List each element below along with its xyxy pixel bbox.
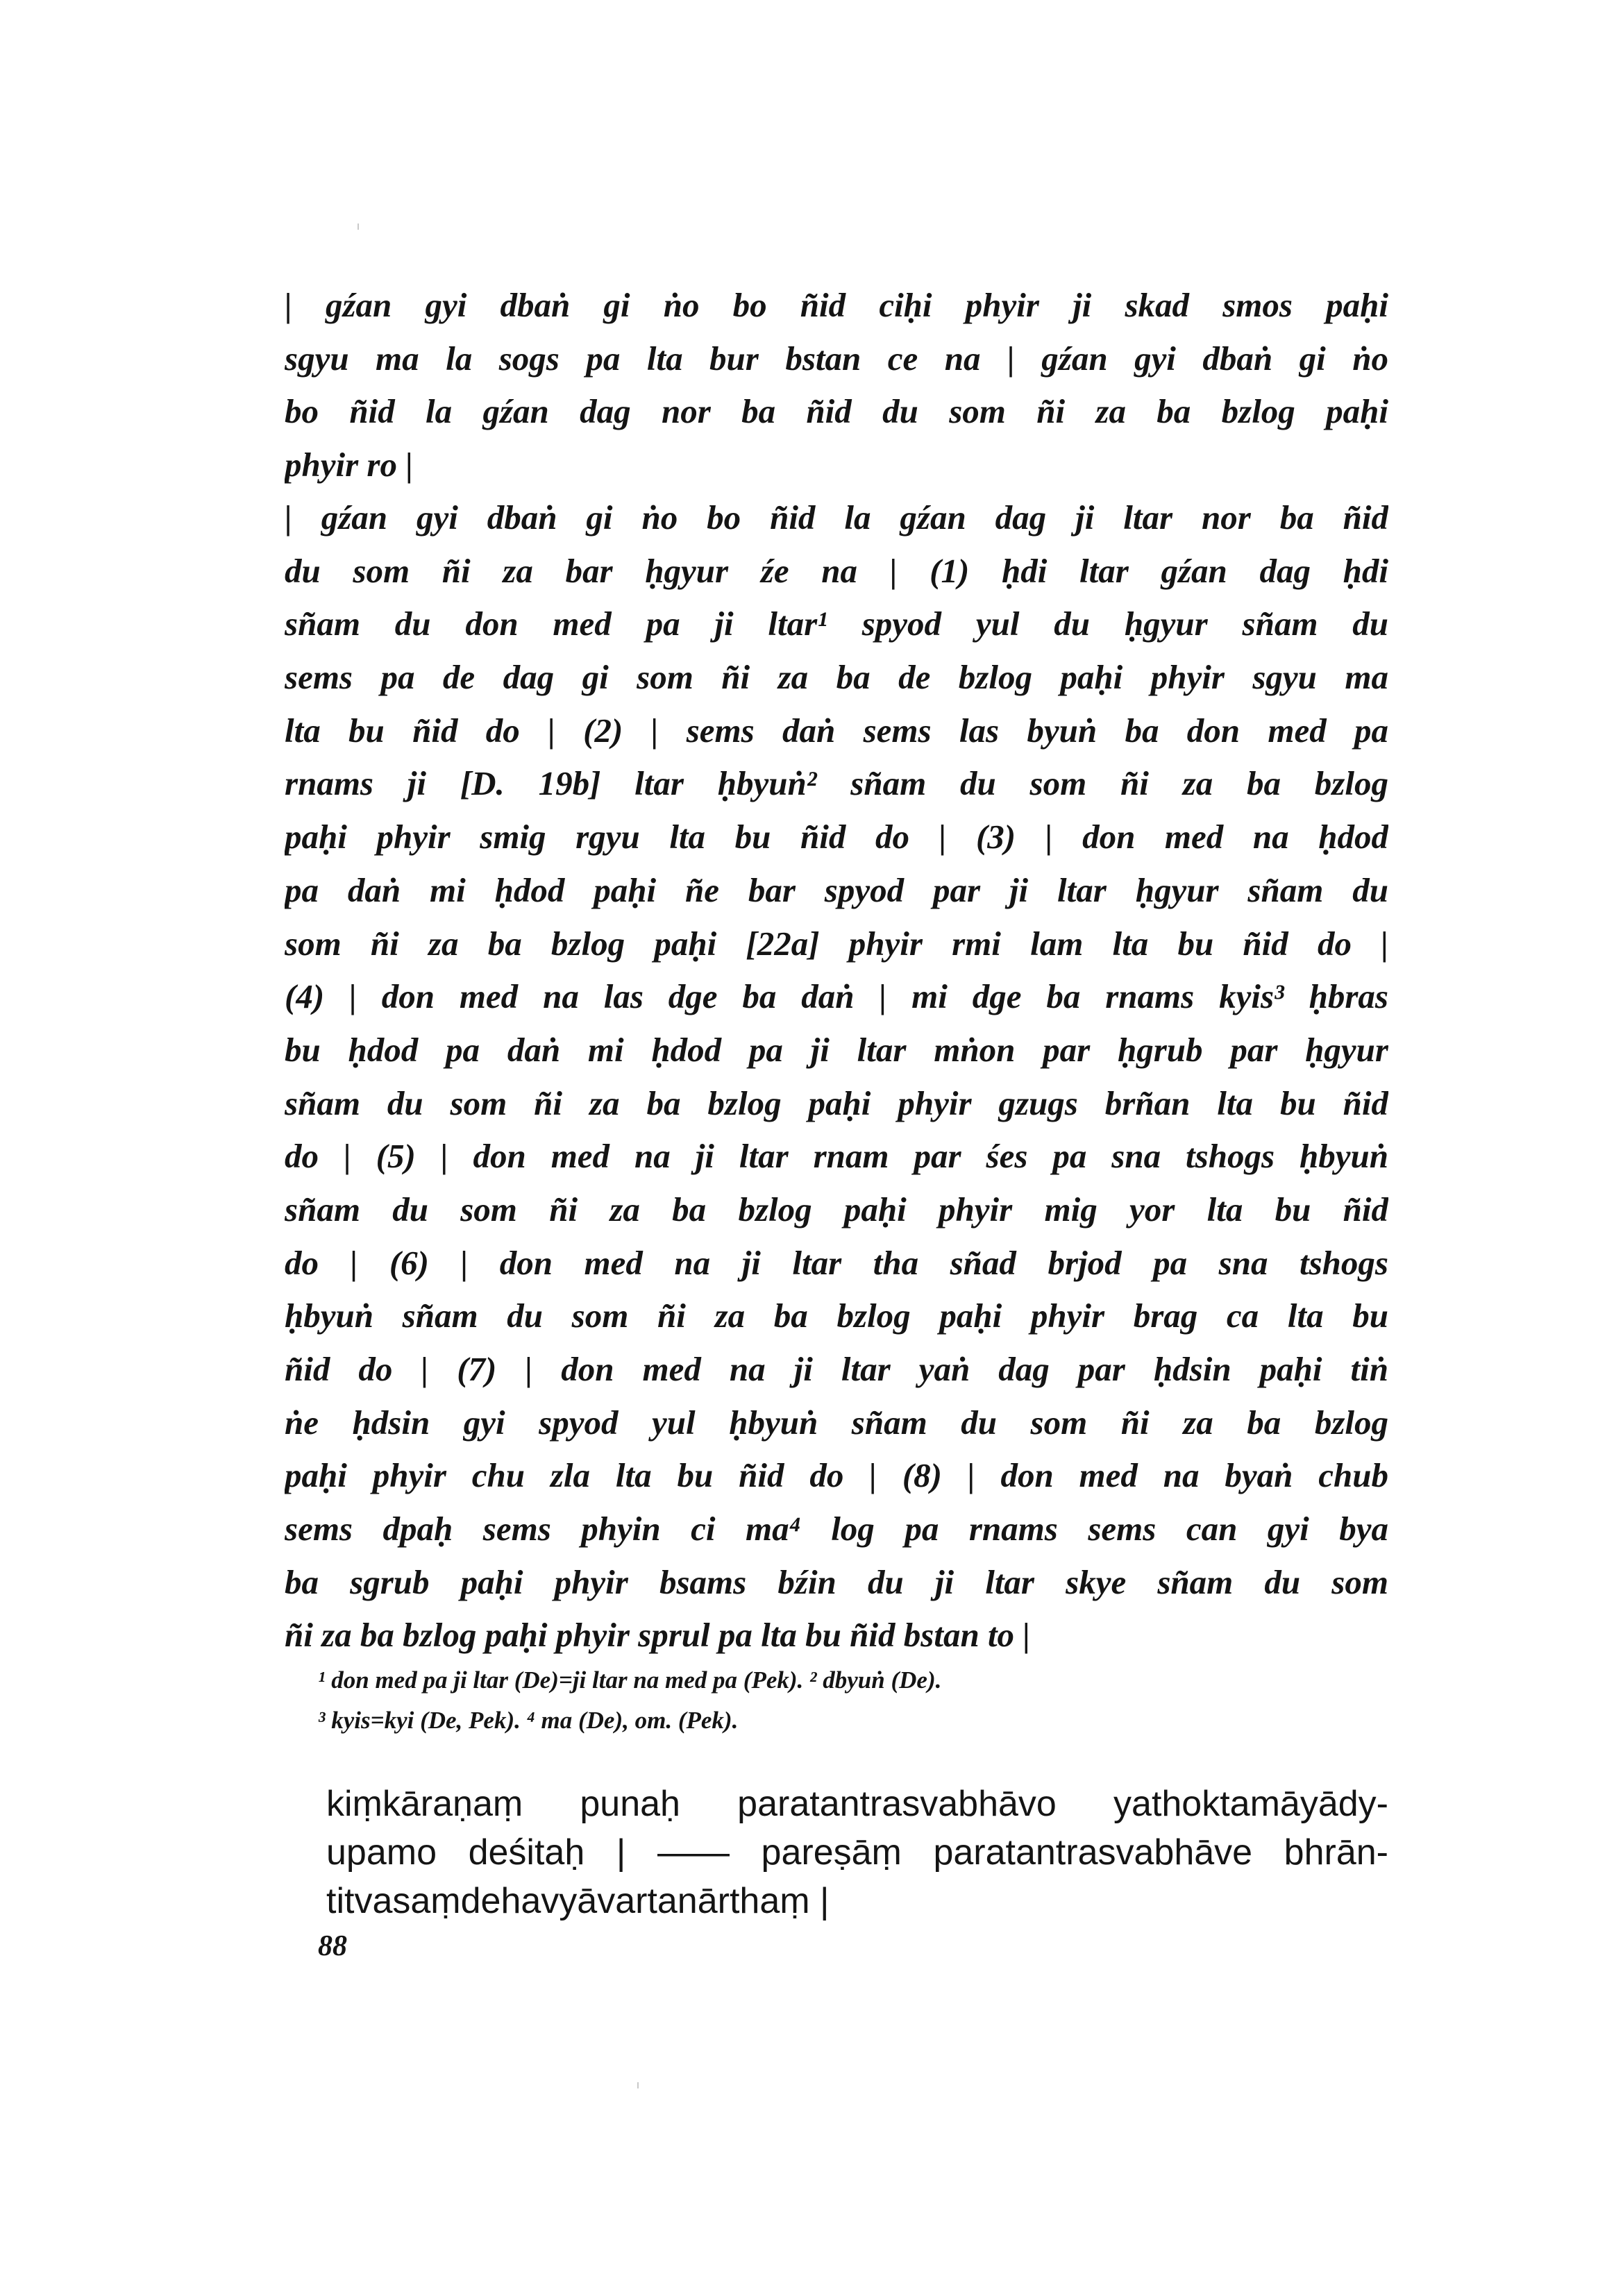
text-line: paḥi phyir chu zla lta bu ñid do | (8) | don med na byaṅ chub [285, 1456, 1388, 1495]
text-line: sñam du som ñi za ba bzlog paḥi phyir mig yor lta bu ñid [285, 1190, 1388, 1229]
text-line: lta bu ñid do | (2) | sems daṅ sems las byuṅ ba don med pa [285, 711, 1388, 750]
page-number: 88 [318, 1930, 347, 1962]
sanskrit-line: kiṃkāraṇaṃ punaḥ paratantrasvabhāvo yathoktamāyādy- [326, 1784, 1388, 1824]
text-line: ñid do | (7) | don med na ji ltar yaṅ dag par ḥdsin paḥi tiṅ [285, 1350, 1388, 1388]
sanskrit-paragraph [326, 1780, 1388, 1925]
sanskrit-line: upamo deśitaḥ | —— pareṣāṃ paratantrasvabhāve bhrān- [326, 1832, 1388, 1873]
text-line: rnams ji [D. 19b] ltar ḥbyuṅ² sñam du som ñi za ba bzlog [285, 764, 1388, 803]
tibetan-paragraph-2 [285, 491, 1388, 1662]
text-line: sñam du don med pa ji ltar¹ spyod yul du ḥgyur sñam du [285, 605, 1388, 643]
text-line: ḥbyuṅ sñam du som ñi za ba bzlog paḥi phyir brag ca lta bu [285, 1297, 1388, 1335]
text-line: paḥi phyir smig rgyu lta bu ñid do | (3) | don med na ḥdod [285, 818, 1388, 856]
tibetan-paragraph-1 [285, 279, 1388, 492]
text-line: ṅe ḥdsin gyi spyod yul ḥbyuṅ sñam du som ñi za ba bzlog [285, 1403, 1388, 1442]
footnote-line: ³ kyis=kyi (De, Pek). ⁴ ma (De), om. (Pek). [318, 1707, 739, 1734]
text-line: pa daṅ mi ḥdod paḥi ñe bar spyod par ji ltar ḥgyur sñam du [285, 870, 1388, 909]
text-line: sems dpaḥ sems phyin ci ma⁴ log pa rnams sems can gyi bya [285, 1510, 1388, 1548]
text-line: bo ñid la gźan dag nor ba ñid du som ñi za ba bzlog paḥi [285, 392, 1388, 431]
text-line: phyir ro | [285, 446, 414, 484]
scan-speck-top [358, 223, 359, 230]
text-line: som ñi za ba bzlog paḥi [22a] phyir rmi lam lta bu ñid do | [285, 924, 1388, 963]
text-line: sñam du som ñi za ba bzlog paḥi phyir gzugs brñan lta bu ñid [285, 1083, 1388, 1122]
scan-speck-bottom [637, 2082, 639, 2088]
text-line: du som ñi za bar ḥgyur źe na | (1) ḥdi ltar gźan dag ḥdi [285, 551, 1388, 590]
text-line: | gźan gyi dbaṅ gi ṅo bo ñid ciḥi phyir ji skad smos paḥi [285, 286, 1388, 324]
text-line: do | (5) | don med na ji ltar rnam par śes pa sna tshogs ḥbyuṅ [285, 1137, 1388, 1176]
text-line: sems pa de dag gi som ñi za ba de bzlog paḥi phyir sgyu ma [285, 658, 1388, 697]
text-line: (4) | don med na las dge ba daṅ | mi dge ba rnams kyis³ ḥbras [285, 977, 1388, 1016]
footnotes [318, 1660, 1388, 1741]
text-line: sgyu ma la sogs pa lta bur bstan ce na | gźan gyi dbaṅ gi ṅo [285, 339, 1388, 378]
text-line: ba sgrub paḥi phyir bsams bźin du ji ltar skye sñam du som [285, 1562, 1388, 1601]
footnote-line: ¹ don med pa ji ltar (De)=ji ltar na med pa (Pek). ² dbyuṅ (De). [318, 1666, 942, 1694]
text-line: ñi za ba bzlog paḥi phyir sprul pa lta bu ñid bstan to | [285, 1616, 1031, 1655]
sanskrit-line: titvasaṃdehavyāvartanārthaṃ | [326, 1881, 830, 1921]
text-line: do | (6) | don med na ji ltar tha sñad brjod pa sna tshogs [285, 1243, 1388, 1282]
text-line: bu ḥdod pa daṅ mi ḥdod pa ji ltar mṅon par ḥgrub par ḥgyur [285, 1030, 1388, 1069]
text-line: | gźan gyi dbaṅ gi ṅo bo ñid la gźan dag ji ltar nor ba ñid [285, 498, 1388, 537]
